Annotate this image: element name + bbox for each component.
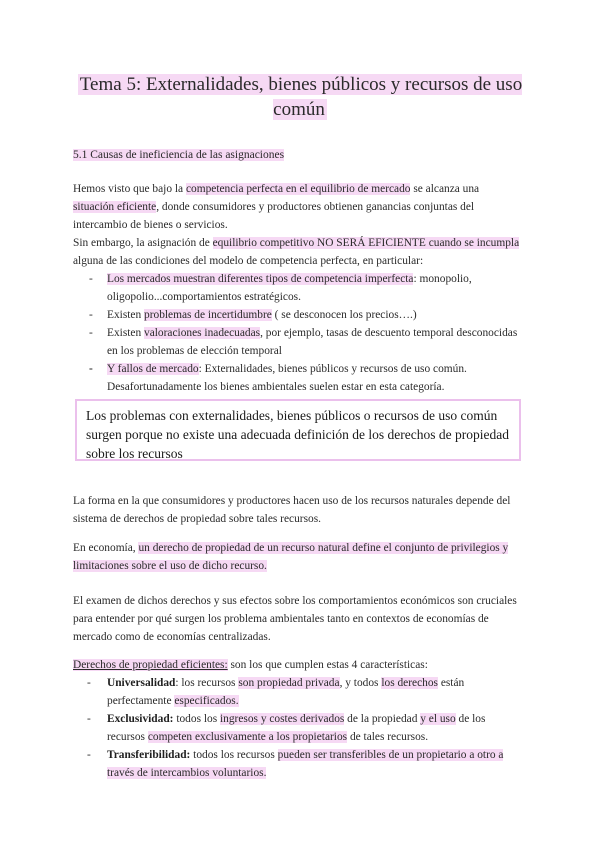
highlight: pueden ser transferibles de un propietario a otro a través de intercambios voluntarios. (107, 749, 504, 779)
highlight: valoraciones inadecuadas (144, 327, 261, 339)
text: ( se desconocen los precios….) (271, 309, 417, 321)
paragraph-inefficiency (73, 234, 523, 270)
text: Sin embargo, la asignación de (73, 237, 213, 249)
text: todos los (173, 713, 220, 725)
section-heading-text: 5.1 Causas de ineficiencia de las asignaciones (73, 149, 285, 161)
text: se alcanza una (410, 183, 480, 195)
page-title-text: Tema 5: Externalidades, bienes públicos y recursos de uso común (79, 74, 523, 120)
list-item (73, 306, 523, 324)
text: : los recursos (175, 677, 239, 689)
properties-list (73, 674, 523, 782)
list-item (73, 710, 523, 746)
list-item (73, 270, 523, 306)
text: Existen (107, 309, 145, 321)
text: de los recursos (107, 713, 486, 743)
text: alguna de las condiciones del modelo de competencia perfecta, en particular: (73, 255, 424, 267)
paragraph-examination: El examen de dichos derechos y sus efectos sobre los comportamientos económicos son cruciales para entender por qué surgen los problema ambientales tanto en contextos de economías de mercado como de economías centralizadas. (73, 595, 517, 643)
text: Hemos visto que bajo la (73, 183, 186, 195)
highlight: competencia perfecta en el equilibrio de mercado (185, 183, 411, 195)
highlight: Y fallos de mercado (107, 363, 199, 375)
highlight: un derecho de propiedad de un recurso natural define el conjunto de privilegios y limitaciones sobre el uso de dicho recurso. (73, 542, 509, 572)
highlight: Los mercados muestran diferentes tipos de competencia imperfecta (107, 273, 414, 285)
term: Universalidad (107, 677, 176, 689)
text: son los que cumplen estas 4 características: (227, 659, 428, 671)
paragraph-usage: La forma en la que consumidores y productores hacen uso de los recursos naturales depende del sistema de derechos de propiedad sobre tales recursos. (73, 495, 511, 525)
callout-box (75, 399, 521, 461)
text: , y todos (339, 677, 382, 689)
text: : monopolio, oligopolio...comportamientos estratégicos. (107, 273, 472, 303)
list-item (73, 360, 523, 396)
highlight: ingresos y costes derivados (220, 713, 345, 725)
paragraph-efficient-rights (73, 656, 523, 674)
text: Existen (107, 327, 145, 339)
causes-list (73, 270, 523, 396)
text: En economía, (73, 542, 139, 554)
term: Exclusividad: (107, 713, 174, 725)
text: , donde consumidores y productores obtienen ganancias conjuntas del intercambio de bienes o servicios. (73, 201, 475, 231)
callout-text: Los problemas con externalidades, bienes públicos o recursos de uso común surgen porque (86, 408, 498, 442)
text: están perfectamente (107, 677, 465, 707)
highlight: competen exclusivamente a los propietarios (147, 731, 348, 743)
highlight: especificados. (174, 695, 239, 707)
highlight: situación eficiente (73, 201, 157, 213)
list-item (73, 324, 523, 360)
page-title (72, 72, 528, 122)
highlight: son propiedad privada (238, 677, 340, 689)
section-heading (73, 149, 284, 161)
list-item (73, 674, 523, 710)
highlight: problemas de incertidumbre (144, 309, 272, 321)
paragraph-definition (73, 539, 523, 575)
text: : Externalidades, bienes públicos y recursos de uso común. Desafortunadamente los bienes ambientales suelen estar en esta categoría. (107, 363, 467, 393)
text: de tales recursos. (347, 731, 429, 743)
highlight-underlined: Derechos de propiedad eficientes: (73, 659, 228, 671)
paragraph-efficiency (73, 180, 523, 234)
term: Transferibilidad: (107, 749, 191, 761)
highlight: y el uso (420, 713, 456, 725)
text: , por ejemplo, tasas de descuento temporal desconocidas en los problemas de elección temporal (107, 327, 518, 357)
text: todos los recursos (190, 749, 278, 761)
highlight: los derechos (381, 677, 438, 689)
highlight: equilibrio competitivo NO SERÁ EFICIENTE cuando se incumpla (212, 237, 520, 249)
list-item (73, 746, 523, 782)
callout-text-emphasis: no existe una adecuada definición de los derechos de propiedad sobre los recursos (86, 427, 509, 461)
text: de la propiedad (344, 713, 421, 725)
